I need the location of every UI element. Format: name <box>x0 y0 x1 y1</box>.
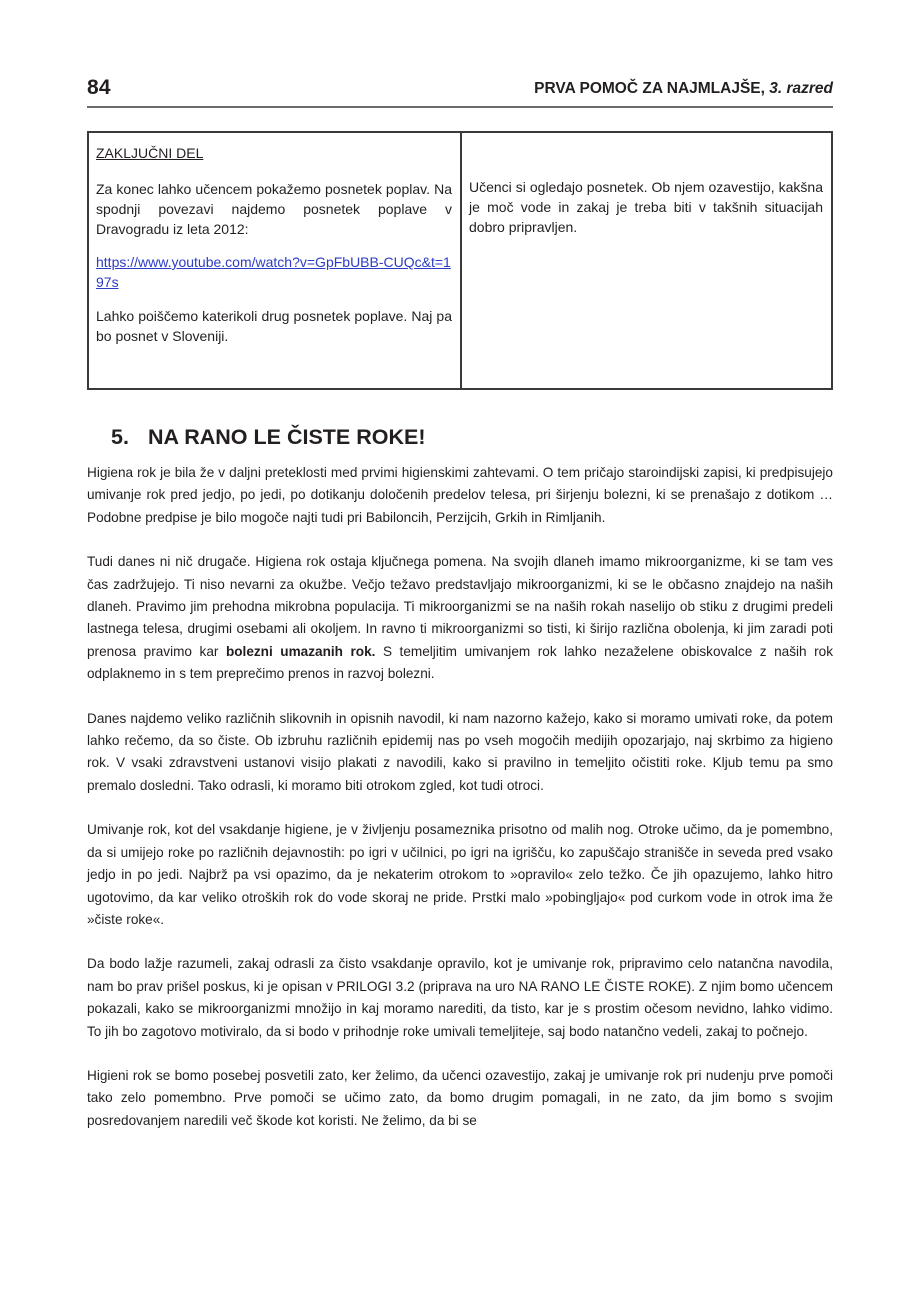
paragraph: Da bodo lažje razumeli, zakaj odrasli za čisto vsakdanje opravilo, kot je umivanje rok, pripravimo celo natančna navodila, nam bo prav prišel poskus, ki je opisan v PRILOGI 3.2 (priprava na uro NA RANO LE ČISTE ROKE). Z njim bomo učencem pokazali, kako se mikroorganizmi množijo in kaj moramo narediti, da tisto, kar je s prostim očesom nevidno, lahko vidimo. To jih bo zagotovo motiviralo, da si bodo v prihodnje roke umivali temeljiteje, saj bodo natančno vedeli, zakaj to počnejo. <box>87 956 833 1039</box>
running-title <box>534 80 833 98</box>
teacher-activity-cell <box>89 133 462 388</box>
cell-paragraph: Za konec lahko učencem pokažemo posnetek poplav. Na spodnji povezavi najdemo posnetek poplave v Dravogradu iz leta 2012: <box>96 181 452 237</box>
running-title-main: PRVA POMOČ ZA NAJMLAJŠE, <box>534 80 765 97</box>
youtube-link[interactable]: https://www.youtube.com/watch?v=GpFbUBB-CUQc&t=197s <box>96 254 451 290</box>
cell-paragraph: Lahko poiščemo katerikoli drug posnetek poplave. Naj pa bo posnet v Sloveniji. <box>96 308 452 344</box>
section-title: NA RANO LE ČISTE ROKE! <box>148 425 426 449</box>
page-number: 84 <box>87 76 111 99</box>
running-title-grade: 3. razred <box>764 80 833 97</box>
body-text <box>87 462 833 1154</box>
cell-paragraph: Učenci si ogledajo posnetek. Ob njem ozavestijo, kakšna je moč vode in zakaj je treba biti v takšnih situacijah dobro pripravljen. <box>469 179 823 235</box>
page-header <box>87 74 833 108</box>
paragraph <box>87 551 833 685</box>
paragraph: Higiena rok je bila že v daljni preteklosti med prvimi higienskimi zahtevami. O tem pričajo staroindijski zapisi, ki predpisujejo umivanje rok pred jedjo, po jedi, po dotikanju določenih predelov telesa, pri širjenju bolezni, ki se prenašajo z dotikom … Podobne predpise je bilo mogoče najti tudi pri Babiloncih, Perzijcih, Grkih in Rimljanih. <box>87 465 833 525</box>
paragraph: Danes najdemo veliko različnih slikovnih in opisnih navodil, ki nam nazorno kažejo, kako si moramo umivati roke, da potem lahko rečemo, da so čiste. Ob izbruhu različnih epidemij nas po vseh mogočih medijih opozarjajo, naj skrbimo za higieno rok. V vsaki zdravstveni ustanovi visijo plakati z navodili, kako si pravilno in temeljito očistiti roke. Kljub temu pa smo premalo dosledni. Tako odrasli, ki moramo biti otrokom zgled, kot tudi otroci. <box>87 710 833 793</box>
paragraph: Umivanje rok, kot del vsakdanje higiene, je v življenju posameznika prisotno od malih nog. Otroke učimo, da je pomembno, da si umijejo roke po različnih dejavnostih: po igri v učilnici, po igri na igrišču, ko zapuščajo stranišče in seveda pred vsako jedjo in po jedi. Najbrž pa vsi opazimo, da je nekaterim otrokom to »opravilo« zelo težko. Če jih opazujemo, lahko hitro ugotovimo, da kar veliko otroških rok do vode skoraj ne pride. Prstki malo »pobingljajo« pod curkom vode in otrok ima že »čiste roke«. <box>87 822 833 927</box>
section-heading <box>111 425 426 450</box>
student-activity-cell <box>462 133 831 388</box>
bold-term: bolezni umazanih rok. <box>225 643 376 659</box>
section-number: 5. <box>111 425 129 449</box>
cell-heading: ZAKLJUČNI DEL <box>96 145 204 161</box>
paragraph-text: Tudi danes ni nič drugače. Higiena rok ostaja ključnega pomena. Na svojih dlaneh imamo mikroorganizme, ki se tam ves čas zadržujejo. Ti niso nevarni za okužbe. Večjo težavo predstavljajo mikroorganizmi, ki se le občasno znajdejo na naših dlaneh. Pravimo jim prehodna mikrobna populacija. Ti mikroorganizmi se na naših rokah naselijo ob stiku z drugimi predeli lastnega telesa, drugimi osebami ali okoljem. In ravno ti mikroorganizmi so tisti, ki širijo različna obolenja, ki jim zaradi poti prenosa pravimo kar <box>87 554 833 659</box>
paragraph-text: S temeljitim umivanjem rok lahko nezaželene obiskovalce z naših rok odplaknemo in s tem preprečimo prenos in razvoj bolezni. <box>87 643 834 682</box>
paragraph: Higieni rok se bomo posebej posvetili zato, ker želimo, da učenci ozavestijo, zakaj je umivanje rok pri nudenju prve pomoči tako zelo pomembno. Prve pomoči se učimo zato, da bomo drugim pomagali, in ne zato, da jim bomo s svojim posredovanjem naredili več škode kot koristi. Ne želimo, da bi se <box>87 1067 833 1128</box>
lesson-plan-table <box>87 131 833 390</box>
